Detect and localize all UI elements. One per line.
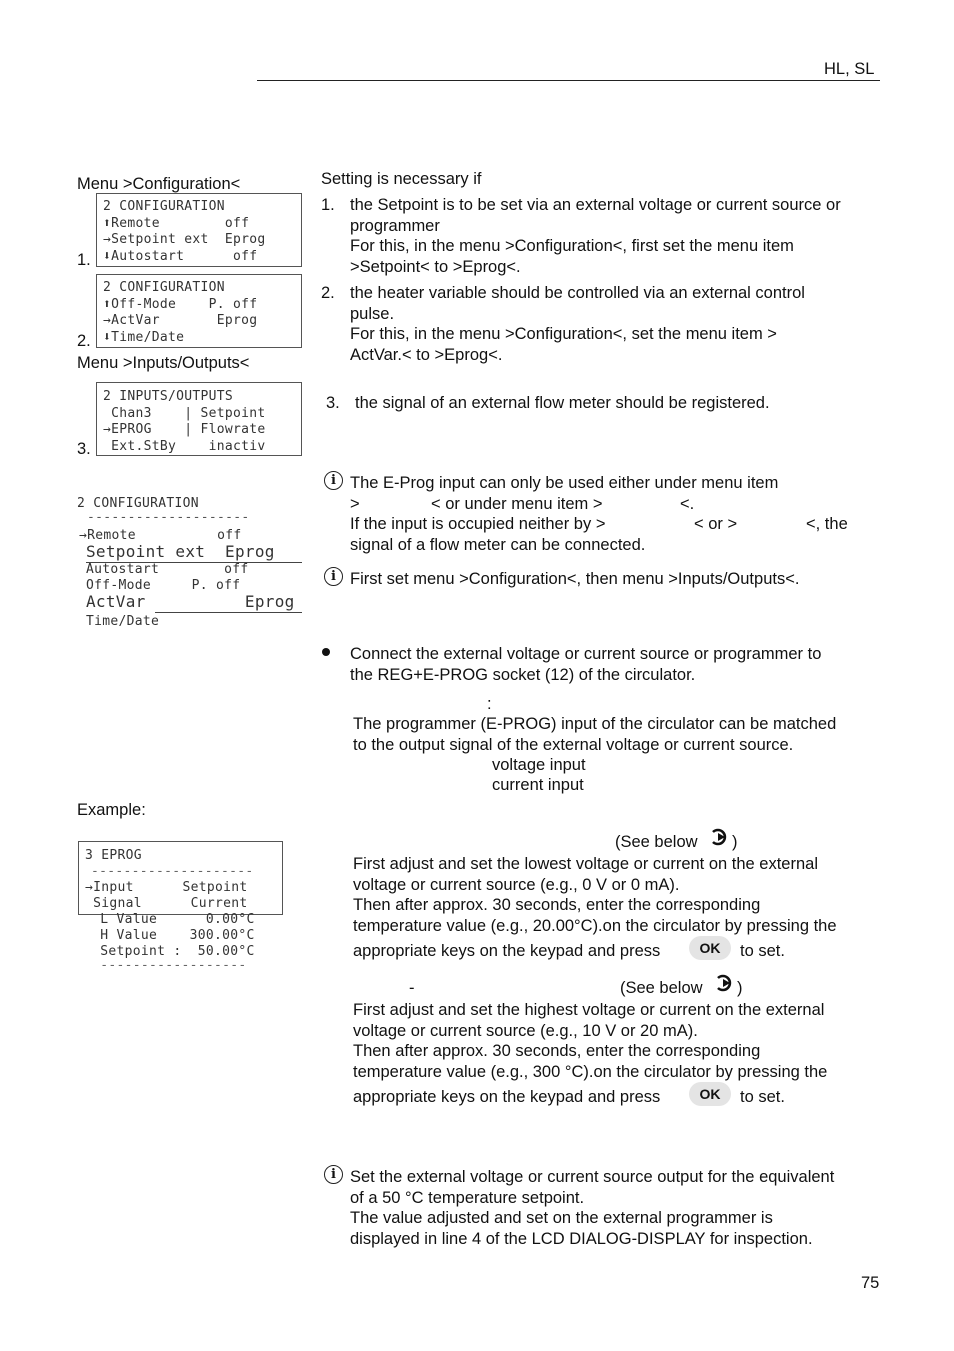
page-number: 75 bbox=[861, 1274, 880, 1292]
text-line: the Setpoint is to be set via an external voltage or current source or bbox=[350, 196, 841, 214]
item3-text: the signal of an external flow meter should be registered. bbox=[355, 394, 770, 412]
lcd-line: 2 CONFIGURATION bbox=[103, 199, 225, 214]
note3-text bbox=[350, 1167, 834, 1249]
see-below-2: (See below bbox=[620, 979, 703, 997]
lcd2-number: 2. bbox=[77, 332, 91, 350]
text-line: First adjust and set the lowest voltage or current on the external bbox=[353, 855, 818, 873]
text-line: pulse. bbox=[350, 304, 395, 323]
eprog-setpoint: Setpoint : 50.00°C bbox=[84, 944, 255, 959]
text-line: of a 50 °C temperature setpoint. bbox=[350, 1188, 585, 1207]
text-line: The value adjusted and set on the external programmer is bbox=[350, 1209, 773, 1227]
text-line: Connect the external voltage or current source or programmer to bbox=[350, 645, 822, 663]
note1-line2-a: > bbox=[350, 495, 360, 513]
see-below-1: (See below bbox=[615, 833, 698, 851]
config-list-separator: -------------------- bbox=[87, 510, 250, 525]
note2-text: First set menu >Configuration<, then menu >Inputs/Outputs<. bbox=[350, 570, 800, 588]
info-icon: i bbox=[324, 471, 343, 490]
eprog-l-value: L Value 0.00°C bbox=[84, 912, 255, 927]
note1-line3-c: <, the bbox=[806, 515, 848, 533]
match-text bbox=[353, 714, 836, 755]
text-line: voltage or current source (e.g., 10 V or 20 mA). bbox=[353, 1021, 698, 1040]
item1-number: 1. bbox=[321, 196, 335, 214]
lcd-eprog bbox=[78, 841, 283, 915]
high-text bbox=[353, 1000, 827, 1082]
curved-arrow-icon bbox=[713, 972, 735, 994]
to-set-2: to set. bbox=[740, 1088, 785, 1106]
text-line: First adjust and set the highest voltage or current on the external bbox=[353, 1001, 825, 1019]
text-line: programmer bbox=[350, 216, 440, 235]
ok-key-icon: OK bbox=[689, 936, 731, 960]
lcd-line: →Setpoint ext Eprog bbox=[103, 232, 266, 247]
lcd3-number: 3. bbox=[77, 440, 91, 458]
note1-line2-b: < or under menu item > bbox=[431, 495, 603, 513]
text-line: For this, in the menu >Configuration<, set the menu item > bbox=[350, 325, 777, 343]
close-paren-2: ) bbox=[737, 979, 743, 997]
note1-line3-a: If the input is occupied neither by > bbox=[350, 515, 606, 533]
lcd-line: →EPROG | Flowrate bbox=[103, 422, 266, 437]
lcd1-number: 1. bbox=[77, 251, 91, 269]
close-paren-1: ) bbox=[732, 833, 738, 851]
eprog-values bbox=[78, 912, 288, 978]
config-list bbox=[77, 496, 303, 631]
config-list-timedate: Time/Date bbox=[86, 614, 160, 629]
ok-key-icon: OK bbox=[689, 1082, 731, 1106]
lcd-line: →ActVar Eprog bbox=[103, 313, 258, 328]
lcd-line: 2 INPUTS/OUTPUTS bbox=[103, 389, 234, 404]
note1-line3-b: < or > bbox=[694, 515, 738, 533]
lcd-line: ⬆Remote off bbox=[103, 215, 250, 231]
header-title: HL, SL bbox=[824, 60, 875, 78]
bullet-text bbox=[350, 644, 821, 685]
divider bbox=[155, 612, 302, 613]
lcd-inputs-outputs bbox=[96, 382, 302, 456]
info-icon: i bbox=[324, 1165, 343, 1184]
config-list-title: 2 CONFIGURATION bbox=[77, 496, 199, 511]
note1-line1: The E-Prog input can only be used either under menu item bbox=[350, 474, 779, 492]
text-line: ActVar.< to >Eprog<. bbox=[350, 345, 503, 364]
text-line: >Setpoint< to >Eprog<. bbox=[350, 257, 521, 276]
eprog-separator: ------------------ bbox=[84, 958, 247, 973]
current-input: current input bbox=[492, 776, 584, 794]
lcd-line: Signal Current bbox=[85, 896, 248, 911]
eprog-h-value: H Value 300.00°C bbox=[84, 928, 255, 943]
info-icon: i bbox=[324, 567, 343, 586]
example-label: Example: bbox=[77, 801, 146, 819]
text-line: The programmer (E-PROG) input of the circulator can be matched bbox=[353, 715, 837, 733]
lcd-line: -------------------- bbox=[91, 864, 254, 879]
colon: : bbox=[487, 695, 492, 713]
lcd-line: Chan3 | Setpoint bbox=[103, 405, 266, 421]
note1-line4: signal of a flow meter can be connected. bbox=[350, 536, 646, 554]
dash: - bbox=[409, 979, 415, 997]
text-line: Set the external voltage or current source output for the equivalent bbox=[350, 1168, 835, 1186]
note1-line2-c: <. bbox=[680, 495, 695, 513]
config-list-autostart: Autostart off bbox=[86, 562, 249, 577]
item1-text bbox=[350, 195, 841, 277]
press-text-1: appropriate keys on the keypad and press bbox=[353, 942, 661, 960]
item3-number: 3. bbox=[326, 394, 340, 412]
lcd-line: ⬇Autostart off bbox=[103, 248, 258, 264]
lcd-line: ⬇Time/Date bbox=[103, 329, 185, 345]
text-line: Then after approx. 30 seconds, enter the corresponding bbox=[353, 896, 761, 914]
lcd-line: 2 CONFIGURATION bbox=[103, 280, 225, 295]
voltage-input: voltage input bbox=[492, 756, 586, 774]
item2-text bbox=[350, 283, 805, 365]
menu-io-label: Menu >Inputs/Outputs< bbox=[77, 354, 250, 372]
text-line: to the output signal of the external voltage or current source. bbox=[353, 735, 794, 754]
lcd-line: Ext.StBy inactiv bbox=[103, 438, 266, 454]
text-line: temperature value (e.g., 20.00°C).on the circulator by pressing the bbox=[353, 916, 837, 935]
curved-arrow-icon bbox=[708, 826, 730, 848]
text-line: temperature value (e.g., 300 °C).on the circulator by pressing the bbox=[353, 1062, 828, 1081]
lcd-line: 3 EPROG bbox=[85, 848, 142, 863]
config-list-actvar: ActVar Eprog bbox=[86, 592, 295, 611]
intro-text: Setting is necessary if bbox=[321, 170, 482, 188]
low-text bbox=[353, 854, 837, 936]
text-line: the heater variable should be controlled via an external control bbox=[350, 284, 805, 302]
lcd-config-1 bbox=[96, 193, 302, 267]
config-list-remote: →Remote off bbox=[79, 528, 242, 543]
lcd-line: ⬆Off-Mode P. off bbox=[103, 296, 258, 312]
lcd-line: →Input Setpoint bbox=[85, 880, 248, 895]
to-set-1: to set. bbox=[740, 942, 785, 960]
item2-number: 2. bbox=[321, 284, 335, 302]
text-line: For this, in the menu >Configuration<, first set the menu item bbox=[350, 237, 794, 255]
text-line: the REG+E-PROG socket (12) of the circulator. bbox=[350, 665, 696, 684]
text-line: Then after approx. 30 seconds, enter the corresponding bbox=[353, 1042, 761, 1060]
header-rule bbox=[257, 80, 880, 81]
menu-config-label: Menu >Configuration< bbox=[77, 175, 241, 193]
bullet-icon bbox=[322, 648, 330, 656]
config-list-setpoint: Setpoint ext Eprog bbox=[86, 542, 275, 561]
press-text-2: appropriate keys on the keypad and press bbox=[353, 1088, 661, 1106]
lcd-config-2 bbox=[96, 274, 302, 348]
config-list-offmode: Off-Mode P. off bbox=[86, 578, 241, 593]
text-line: displayed in line 4 of the LCD DIALOG-DISPLAY for inspection. bbox=[350, 1229, 813, 1248]
text-line: voltage or current source (e.g., 0 V or 0 mA). bbox=[353, 875, 680, 894]
